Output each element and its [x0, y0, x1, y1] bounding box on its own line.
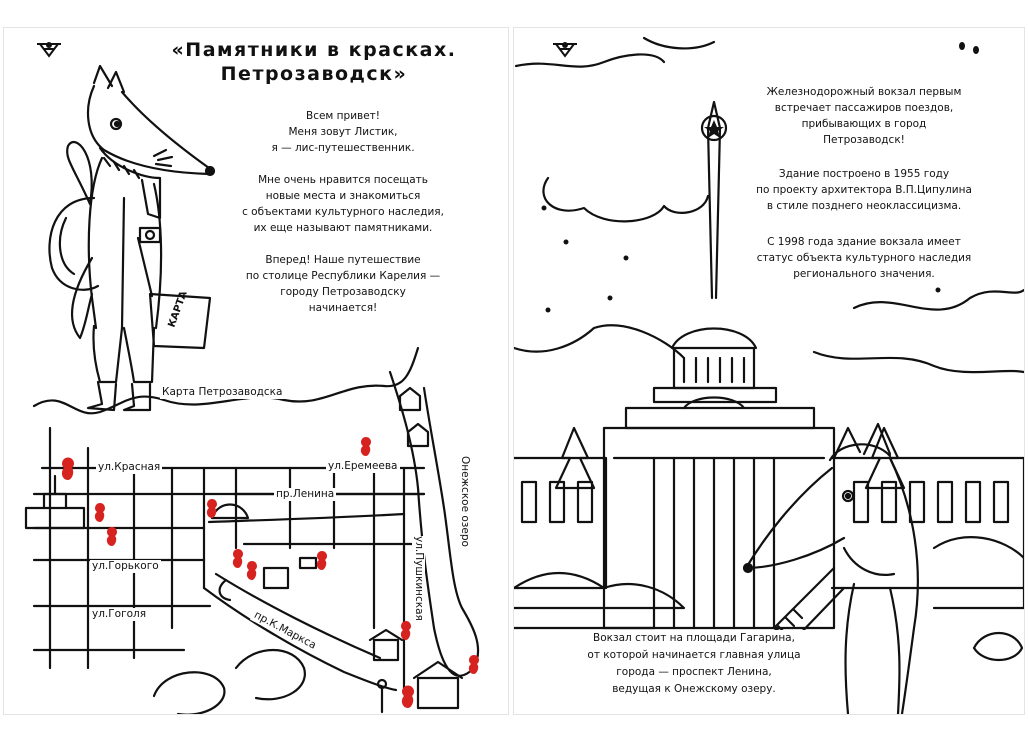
text-line: ведущая к Онежскому озеру.: [612, 683, 776, 695]
intro-line: Мне очень нравится посещать: [258, 174, 428, 186]
text-line: Петрозаводск!: [823, 134, 905, 146]
bag-map-label: КАРТА: [166, 289, 190, 330]
text-line: Здание построено в 1955 году: [778, 168, 950, 180]
intro-line: начинается!: [308, 302, 378, 314]
street-label-marksa: пр.К.Маркса: [250, 608, 320, 653]
map-pin-icon: [469, 655, 479, 679]
map-pin-icon: [361, 437, 371, 461]
left-page: [4, 28, 508, 714]
map-title: Карта Петрозаводска: [162, 386, 283, 398]
intro-line: новые места и знакомиться: [265, 190, 421, 202]
map-pin-icon: [401, 621, 411, 645]
text-line: в стиле позднего неоклассицизма.: [766, 200, 962, 212]
station-status-text: [714, 234, 1014, 298]
right-page: [514, 28, 1024, 714]
station-intro-text: [714, 84, 1014, 164]
intro-line: Всем привет!: [305, 110, 381, 122]
intro-line: городу Петрозаводску: [280, 286, 406, 298]
street-label-gorkogo: ул.Горького: [92, 560, 159, 572]
intro-line: по столице Республики Карелия —: [245, 270, 441, 282]
text-line: регионального значения.: [793, 268, 935, 280]
street-label-eremeeva: ул.Еремеева: [328, 460, 398, 472]
map-pin-icon: [233, 549, 243, 573]
station-history-text: [714, 166, 1014, 230]
map-pin-icon: [317, 551, 327, 575]
intro-line: Меня зовут Листик,: [288, 126, 398, 138]
intro-line: Вперед! Наше путешествие: [265, 254, 421, 266]
text-line: от которой начинается главная улица: [587, 649, 801, 661]
intro-line: я — лис-путешественник.: [271, 142, 415, 154]
map-pin-icon: [247, 561, 257, 585]
intro-line: их еще называют памятниками.: [253, 222, 433, 234]
text-line: Вокзал стоит на площади Гагарина,: [593, 632, 795, 644]
map-pin-icon: [107, 527, 117, 551]
street-label-lenina: пр.Ленина: [276, 488, 335, 500]
street-label-gogolya: ул.Гоголя: [92, 608, 147, 620]
map-pin-icon: [402, 686, 414, 714]
text-line: города — проспект Ленина,: [616, 666, 772, 678]
text-line: С 1998 года здание вокзала имеет: [767, 236, 961, 248]
intro-line: с объектами культурного наследия,: [242, 206, 444, 218]
text-line: прибывающих в город: [801, 118, 927, 130]
text-line: встречает пассажиров поездов,: [774, 102, 954, 114]
station-location-text: [544, 630, 844, 698]
title-line-2: Петрозаводск»: [220, 63, 408, 85]
text-line: Железнодорожный вокзал первым: [766, 86, 962, 98]
text-line: статус объекта культурного наследия: [756, 252, 972, 264]
text-line: по проекту архитектора В.П.Ципулина: [756, 184, 972, 196]
lake-label-onega: Онежское озеро: [458, 456, 471, 560]
map-pin-icon: [95, 503, 105, 527]
street-label-pushkinskaya: ул.Пушкинская: [412, 536, 425, 632]
street-label-krasnaya: ул.Красная: [98, 461, 161, 473]
map-pin-icon: [62, 458, 74, 486]
map-pin-icon: [207, 499, 217, 523]
title-line-1: «Памятники в красках.: [171, 39, 457, 61]
